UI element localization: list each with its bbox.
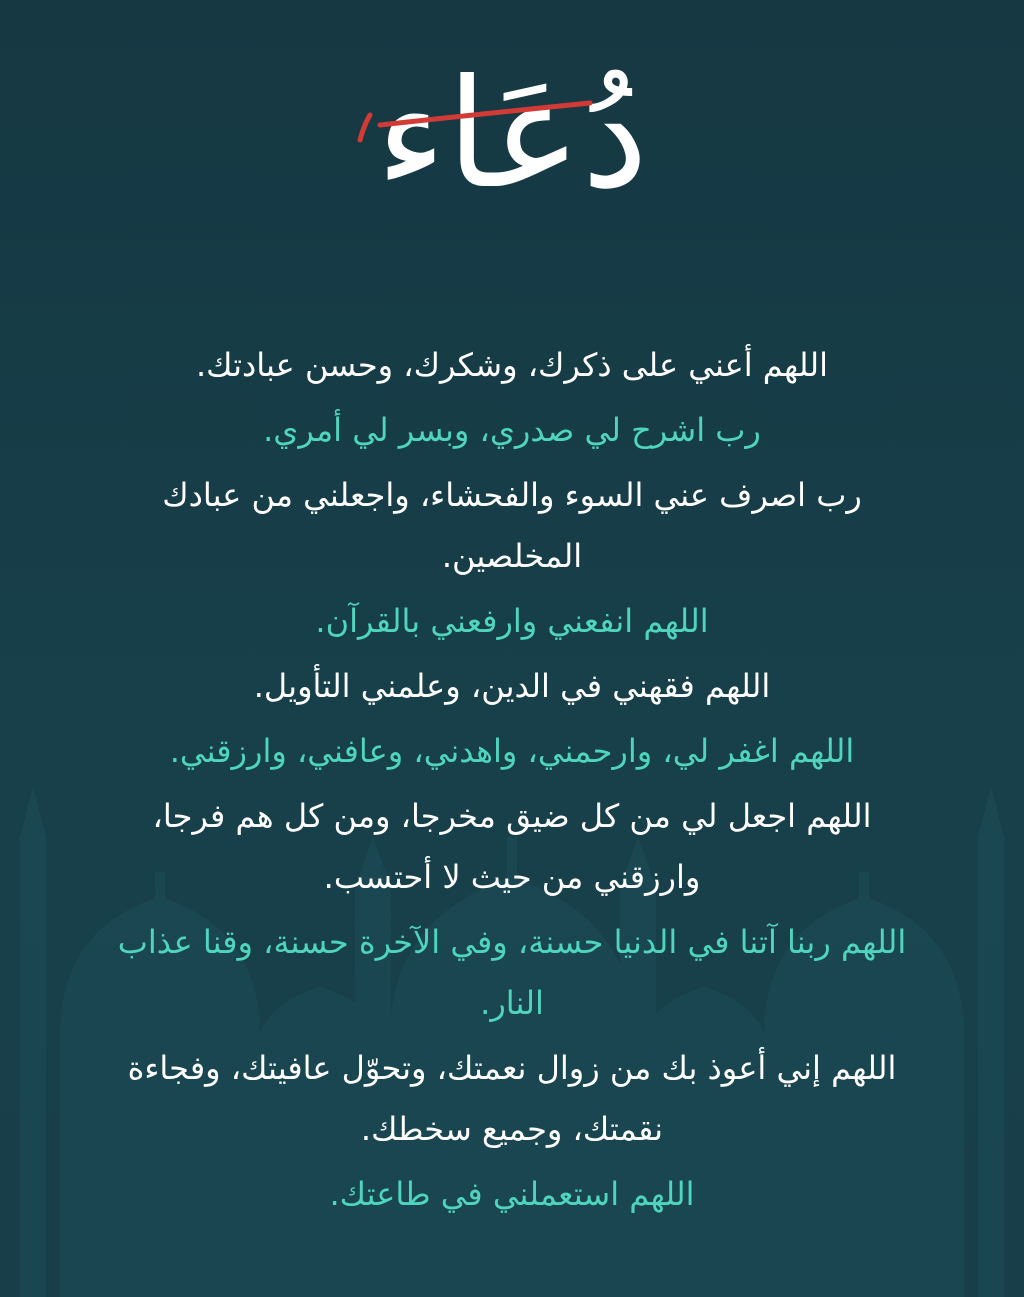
page-title: دُعَاء [375, 48, 649, 222]
dua-line: رب اشرح لي صدري، وبسر لي أمري. [263, 411, 761, 449]
dua-line: اللهم اغفر لي، وارحمني، واهدني، وعافني، وارزقني. [169, 732, 855, 770]
title-diacritic-icon [340, 85, 680, 165]
dua-line: اللهم استعملني في طاعتك. [329, 1175, 695, 1213]
dua-line: اللهم فقهني في الدين، وعلمني التأويل. [253, 667, 771, 705]
dua-line: اللهم إني أعوذ بك من زوال نعمتك، وتحوّل عافيتك، وفجاءة نقمتك، وجميع سخطك. [127, 1049, 897, 1148]
dua-line: اللهم انفعني وارفعني بالقرآن. [315, 602, 709, 640]
dua-line: اللهم أعني على ذكرك، وشكرك، وحسن عبادتك. [195, 346, 829, 384]
dua-line: اللهم ربنا آتنا في الدنيا حسنة، وفي الآخرة حسنة، وقنا عذاب النار. [117, 923, 907, 1022]
duas-list [100, 335, 924, 1229]
dua-line: اللهم اجعل لي من كل ضيق مخرجا، ومن كل هم فرجا، وارزقني من حيث لا أحتسب. [152, 797, 872, 896]
dua-line: رب اصرف عني السوء والفحشاء، واجعلني من عبادك المخلصين. [162, 476, 862, 575]
